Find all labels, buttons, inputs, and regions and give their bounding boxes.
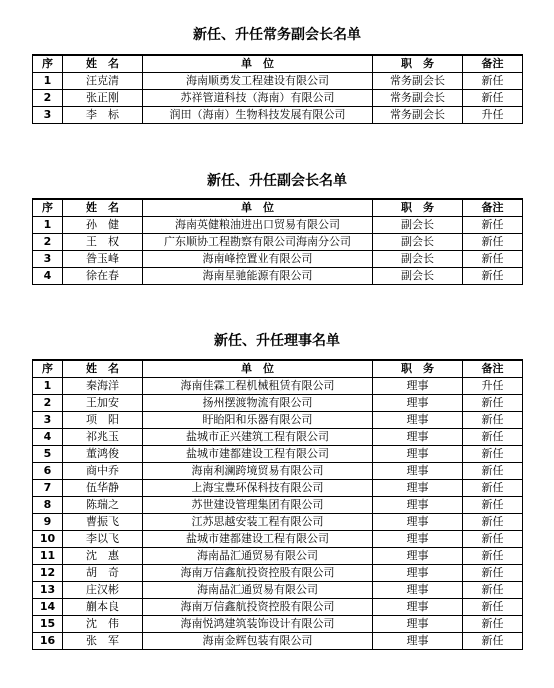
organization-cell: 海南顺勇发工程建设有限公司 [143, 73, 373, 90]
remark-cell: 新任 [463, 480, 523, 497]
remark-cell: 新任 [463, 531, 523, 548]
name-cell: 蒯本良 [63, 599, 143, 616]
remark-cell: 新任 [463, 463, 523, 480]
remark-cell: 新任 [463, 633, 523, 650]
organization-cell: 苏祥管道科技（海南）有限公司 [143, 90, 373, 107]
organization-cell: 盱眙阳和乐器有限公司 [143, 412, 373, 429]
seq-cell: 10 [33, 531, 63, 548]
table-row [33, 480, 523, 497]
organization-cell: 润田（海南）生物科技发展有限公司 [143, 107, 373, 124]
table-row [33, 633, 523, 650]
seq-cell: 3 [33, 251, 63, 268]
table-row [33, 497, 523, 514]
remark-cell: 新任 [463, 582, 523, 599]
position-cell: 理事 [373, 429, 463, 446]
position-cell: 副会长 [373, 217, 463, 234]
table-row [33, 514, 523, 531]
remark-cell: 新任 [463, 395, 523, 412]
remark-cell: 新任 [463, 429, 523, 446]
seq-cell: 4 [33, 268, 63, 285]
seq-cell: 3 [33, 107, 63, 124]
seq-cell: 14 [33, 599, 63, 616]
table-row [33, 107, 523, 124]
remark-cell: 新任 [463, 268, 523, 285]
table-row [33, 616, 523, 633]
organization-cell: 海南金辉包装有限公司 [143, 633, 373, 650]
remark-cell: 新任 [463, 565, 523, 582]
position-cell: 理事 [373, 497, 463, 514]
header-organization: 单 位 [143, 55, 373, 73]
section-title-council-members: 新任、升任理事名单 [214, 333, 340, 349]
seq-cell: 4 [33, 429, 63, 446]
seq-cell: 7 [33, 480, 63, 497]
organization-cell: 盐城市建都建设工程有限公司 [143, 531, 373, 548]
table-row [33, 463, 523, 480]
organization-cell: 扬州摆渡物流有限公司 [143, 395, 373, 412]
seq-cell: 1 [33, 73, 63, 90]
organization-cell: 海南万信鑫航投资控股有限公司 [143, 565, 373, 582]
name-cell: 李 标 [63, 107, 143, 124]
position-cell: 理事 [373, 480, 463, 497]
table-row [33, 548, 523, 565]
organization-cell: 海南万信鑫航投资控股有限公司 [143, 599, 373, 616]
name-cell: 徐在春 [63, 268, 143, 285]
name-cell: 祁兆玉 [63, 429, 143, 446]
remark-cell: 新任 [463, 412, 523, 429]
seq-cell: 1 [33, 378, 63, 395]
table-row [33, 531, 523, 548]
name-cell: 沈 伟 [63, 616, 143, 633]
position-cell: 理事 [373, 599, 463, 616]
remark-cell: 新任 [463, 514, 523, 531]
header-remark: 备注 [463, 199, 523, 217]
organization-cell: 海南佳霖工程机械租赁有限公司 [143, 378, 373, 395]
table-header-row [33, 55, 523, 73]
position-cell: 理事 [373, 565, 463, 582]
position-cell: 理事 [373, 616, 463, 633]
organization-cell: 苏世建设管理集团有限公司 [143, 497, 373, 514]
position-cell: 理事 [373, 582, 463, 599]
organization-cell: 上海宝豊环保科技有限公司 [143, 480, 373, 497]
section-title-executive-vice-presidents: 新任、升任常务副会长名单 [193, 27, 361, 43]
table-row [33, 599, 523, 616]
table-row [33, 234, 523, 251]
position-cell: 理事 [373, 531, 463, 548]
position-cell: 理事 [373, 412, 463, 429]
remark-cell: 新任 [463, 616, 523, 633]
remark-cell: 新任 [463, 548, 523, 565]
seq-cell: 1 [33, 217, 63, 234]
seq-cell: 11 [33, 548, 63, 565]
name-cell: 庄汉彬 [63, 582, 143, 599]
table-header-row [33, 360, 523, 378]
organization-cell: 广东顺协工程勘察有限公司海南分公司 [143, 234, 373, 251]
table-row [33, 565, 523, 582]
header-seq: 序 [33, 55, 63, 73]
header-name: 姓 名 [63, 199, 143, 217]
position-cell: 理事 [373, 633, 463, 650]
table-row [33, 446, 523, 463]
vice-presidents-table [32, 198, 523, 285]
header-name: 姓 名 [63, 360, 143, 378]
organization-cell: 海南晶汇通贸易有限公司 [143, 548, 373, 565]
organization-cell: 海南悦鸿建筑装饰设计有限公司 [143, 616, 373, 633]
table-header-row [33, 199, 523, 217]
position-cell: 常务副会长 [373, 90, 463, 107]
organization-cell: 海南星驰能源有限公司 [143, 268, 373, 285]
organization-cell: 盐城市正兴建筑工程有限公司 [143, 429, 373, 446]
table-row [33, 90, 523, 107]
name-cell: 沈 惠 [63, 548, 143, 565]
remark-cell: 新任 [463, 234, 523, 251]
position-cell: 副会长 [373, 268, 463, 285]
name-cell: 董鸿俊 [63, 446, 143, 463]
seq-cell: 16 [33, 633, 63, 650]
table-row [33, 217, 523, 234]
seq-cell: 12 [33, 565, 63, 582]
seq-cell: 15 [33, 616, 63, 633]
organization-cell: 海南晶汇通贸易有限公司 [143, 582, 373, 599]
name-cell: 曹振飞 [63, 514, 143, 531]
organization-cell: 海南峰控置业有限公司 [143, 251, 373, 268]
header-seq: 序 [33, 360, 63, 378]
seq-cell: 2 [33, 234, 63, 251]
remark-cell: 升任 [463, 378, 523, 395]
seq-cell: 2 [33, 395, 63, 412]
organization-cell: 海南英健粮油进出口贸易有限公司 [143, 217, 373, 234]
position-cell: 理事 [373, 463, 463, 480]
position-cell: 理事 [373, 548, 463, 565]
table-row [33, 582, 523, 599]
table-row [33, 73, 523, 90]
name-cell: 商中乔 [63, 463, 143, 480]
header-position: 职 务 [373, 199, 463, 217]
organization-cell: 江苏思越安装工程有限公司 [143, 514, 373, 531]
header-remark: 备注 [463, 55, 523, 73]
header-position: 职 务 [373, 360, 463, 378]
seq-cell: 5 [33, 446, 63, 463]
organization-cell: 盐城市建都建设工程有限公司 [143, 446, 373, 463]
position-cell: 理事 [373, 446, 463, 463]
remark-cell: 新任 [463, 217, 523, 234]
remark-cell: 新任 [463, 73, 523, 90]
council-members-table [32, 359, 523, 650]
position-cell: 理事 [373, 514, 463, 531]
header-seq: 序 [33, 199, 63, 217]
seq-cell: 9 [33, 514, 63, 531]
position-cell: 理事 [373, 395, 463, 412]
name-cell: 王 权 [63, 234, 143, 251]
name-cell: 胡 奇 [63, 565, 143, 582]
name-cell: 汪克清 [63, 73, 143, 90]
remark-cell: 新任 [463, 251, 523, 268]
section-title-vice-presidents: 新任、升任副会长名单 [207, 173, 347, 189]
position-cell: 副会长 [373, 251, 463, 268]
name-cell: 项 阳 [63, 412, 143, 429]
table-row [33, 412, 523, 429]
name-cell: 陈瑞之 [63, 497, 143, 514]
name-cell: 李以飞 [63, 531, 143, 548]
header-name: 姓 名 [63, 55, 143, 73]
remark-cell: 升任 [463, 107, 523, 124]
header-organization: 单 位 [143, 360, 373, 378]
header-organization: 单 位 [143, 199, 373, 217]
name-cell: 张 军 [63, 633, 143, 650]
remark-cell: 新任 [463, 497, 523, 514]
name-cell: 伍华静 [63, 480, 143, 497]
seq-cell: 8 [33, 497, 63, 514]
name-cell: 王加安 [63, 395, 143, 412]
table-row [33, 395, 523, 412]
name-cell: 秦海洋 [63, 378, 143, 395]
seq-cell: 2 [33, 90, 63, 107]
table-row [33, 378, 523, 395]
organization-cell: 海南利澜跨境贸易有限公司 [143, 463, 373, 480]
position-cell: 常务副会长 [373, 73, 463, 90]
table-row [33, 268, 523, 285]
name-cell: 孙 健 [63, 217, 143, 234]
executive-vice-presidents-table [32, 54, 523, 124]
remark-cell: 新任 [463, 446, 523, 463]
remark-cell: 新任 [463, 599, 523, 616]
position-cell: 常务副会长 [373, 107, 463, 124]
name-cell: 昝玉峰 [63, 251, 143, 268]
position-cell: 理事 [373, 378, 463, 395]
table-row [33, 251, 523, 268]
name-cell: 张正刚 [63, 90, 143, 107]
header-position: 职 务 [373, 55, 463, 73]
seq-cell: 3 [33, 412, 63, 429]
position-cell: 副会长 [373, 234, 463, 251]
seq-cell: 13 [33, 582, 63, 599]
remark-cell: 新任 [463, 90, 523, 107]
seq-cell: 6 [33, 463, 63, 480]
header-remark: 备注 [463, 360, 523, 378]
table-row [33, 429, 523, 446]
